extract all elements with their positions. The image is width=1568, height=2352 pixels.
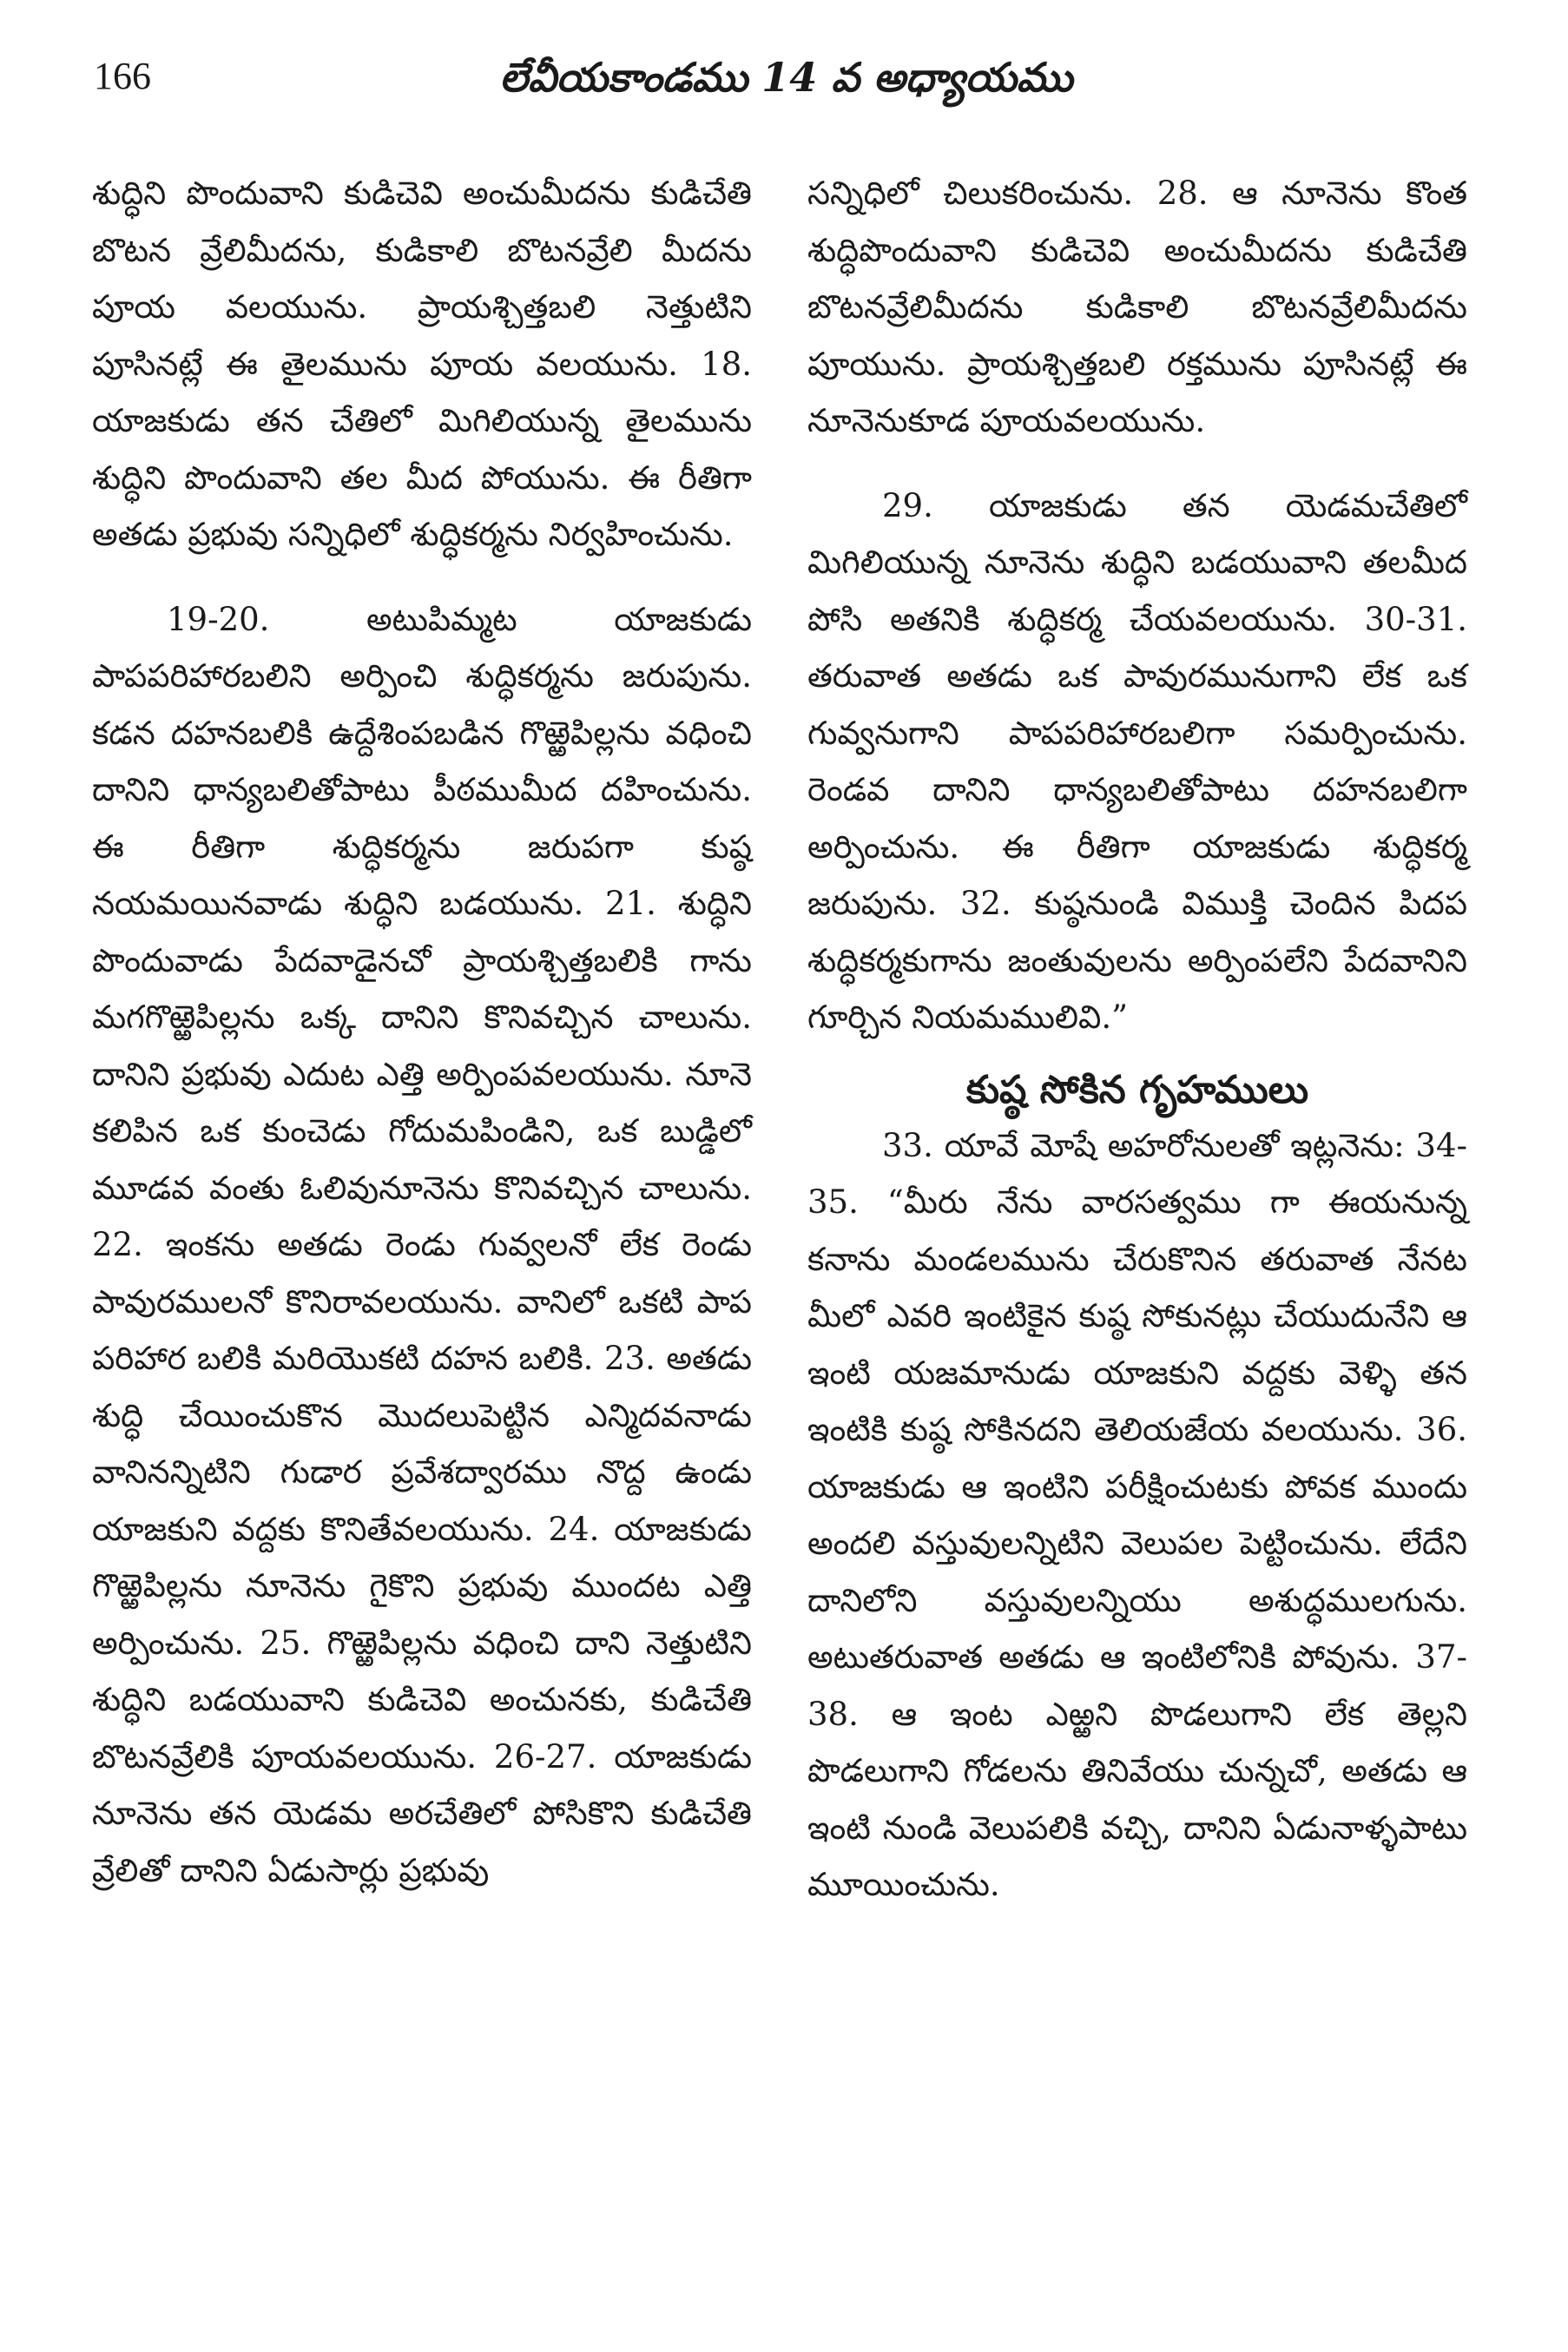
paragraph: 19-20. అటుపిమ్మట యాజకుడు పాపపరిహారబలిని అర్పించి శుద్ధికర్మను జరుపును. కడన దహనబలికి ఉద్దేశింపబడిన గొఱ్ఱెపిల్లను వధించి దానిని ధాన్యబలితోపాటు పీఠముమీద దహించును. ఈ రీతిగా శుద్ధికర్మను జరుపగా కుష్ఠ నయమయినవాడు శుద్ధిని బడయును. 21. శుద్ధిని పొందువాడు పేదవాడైనచో ప్రాయశ్చిత్తబలికి గాను మగగొఱ్ఱెపిల్లను ఒక్క దానిని కొనివచ్చిన చాలును. దానిని ప్రభువు ఎదుట ఎత్తి అర్పింపవలయును. నూనె కలిపిన ఒక కుంచెడు గోదుమపిండిని, ఒక బుడ్డిలో మూడవ వంతు ఓలివునూనెను కొనివచ్చిన చాలును. 22. ఇంకను అతడు రెండు గువ్వలనో లేక రెండు పావురములనో కొనిరావలయును. వానిలో ఒకటి పాప పరిహార బలికి మరియొకటి దహన బలికి. 23. అతడు శుద్ధి చేయించుకొన మొదలుపెట్టిన ఎన్మిదవనాడు వానినన్నిటిని గుడార ప్రవేశద్వారము నొద్ద ఉండు యాజకుని వద్దకు కొనితేవలయును. 24. యాజకుడు గొఱ్ఱెపిల్లను నూనెను గైకొని ప్రభువు ముందట ఎత్తి అర్పించును. 25. గొఱ్ఱెపిల్లను వధించి దాని నెత్తుటిని శుద్ధిని బడయువాని కుడిచెవి అంచునకు, కుడిచేతి బొటనవ్రేలికి పూయవలయును. 26-27. యాజకుడు నూనెను తన యెడమ అరచేతిలో పోసికొని కుడిచేతి వ్రేలితో దానిని ఏడుసార్లు ప్రభువు (92, 600, 752, 1889)
section-heading: కుష్ఠ సోకిన గృహములు (965, 1067, 1309, 1112)
paragraph: 33. యావే మోషే అహరోనులతో ఇట్లనెను: 34-35. “మీరు నేను వారసత్వము గా ఈయనున్న కనాను మండలమును చేరుకొనిన తరువాత నేనట మీలో ఎవరి ఇంటికైన కుష్ఠ సోకునట్లు చేయుదునేని ఆ ఇంటి యజమానుడు యాజకుని వద్దకు వెళ్ళి తన ఇంటికి కుష్ఠ సోకినదని తెలియజేయ వలయును. 36. యాజకుడు ఆ ఇంటిని పరీక్షించుటకు పోవక ముందు అందలి వస్తువులన్నిటిని వెలుపల పెట్టించును. లేదేని దానిలోని వస్తువులన్నియు అశుద్ధములగును. అటుతరువాత అతడు ఆ ఇంటిలోనికి పోవును. 37-38. ఆ ఇంట ఎఱ్ఱని పొడలుగాని లేక తెల్లని పొడలుగాని గోడలను తినివేయు చున్నచో, అతడు ఆ ఇంటి నుండి వెలుపలికి వచ్చి, దానిని ఏడునాళ్ళపాటు మూయించును. (807, 1126, 1467, 1903)
running-head: లేవీయకాండము 14 వ అధ్యాయము (499, 54, 1073, 101)
paragraph: శుద్ధిని పొందువాని కుడిచెవి అంచుమీదను కుడిచేతి బొటన వ్రేలిమీదను, కుడికాలి బొటనవ్రేలి మీదను పూయ వలయును. ప్రాయశ్చిత్తబలి నెత్తుటిని పూసినట్లే ఈ తైలమును పూయ వలయును. 18. యాజకుడు తన చేతిలో మిగిలియున్న తైలమును శుద్ధిని పొందువాని తల మీద పోయును. ఈ రీతిగా అతడు ప్రభువు సన్నిధిలో శుద్ధికర్మను నిర్వహించును. (92, 175, 752, 553)
left-column (92, 165, 752, 1899)
page-header (94, 54, 1479, 115)
right-column (807, 165, 1467, 1914)
paragraph: 29. యాజకుడు తన యెడమచేతిలో మిగిలియున్న నూనెను శుద్ధిని బడయువాని తలమీద పోసి అతనికి శుద్ధికర్మ చేయవలయును. 30-31. తరువాత అతడు ఒక పావురమునుగాని లేక ఒక గువ్వనుగాని పాపపరిహారబలిగా సమర్పించును. రెండవ దానిని ధాన్యబలితోపాటు దహనబలిగా అర్పించును. ఈ రీతిగా యాజకుడు శుద్ధికర్మ జరుపును. 32. కుష్ఠనుండి విముక్తి చెందిన పిదప శుద్ధికర్మకుగాను జంతువులను అర్పింపలేని పేదవానిని గూర్చిన నియమములివి.” (807, 486, 1467, 1036)
page-number: 166 (94, 55, 151, 97)
paragraph: సన్నిధిలో చిలుకరించును. 28. ఆ నూనెను కొంత శుద్ధిపొందువాని కుడిచెవి అంచుమీదను కుడిచేతి బొటనవ్రేలిమీదను కుడికాలి బొటనవ్రేలిమీదను పూయును. ప్రాయశ్చిత్తబలి రక్తమును పూసినట్లే ఈ నూనెనుకూడ పూయవలయును. (807, 175, 1467, 439)
